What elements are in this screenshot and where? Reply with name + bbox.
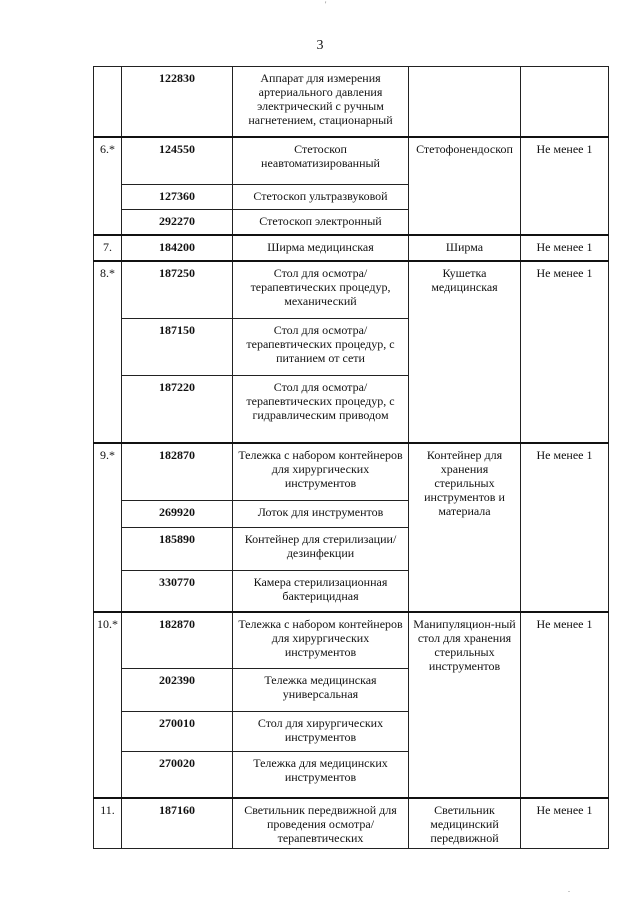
table-row xyxy=(94,137,609,185)
device-name-cell: Лоток для инструментов xyxy=(233,501,409,528)
equipment-name-cell: Стетофонендоскоп xyxy=(409,137,521,235)
device-name-cell: Тележка с набором контейнеров для хирургических инструментов xyxy=(233,612,409,669)
equipment-name-cell: Светильник медицинский передвижной xyxy=(409,798,521,849)
table-row xyxy=(94,235,609,261)
type-code-cell: 330770 xyxy=(122,571,233,612)
page-number: 3 xyxy=(316,38,324,53)
quantity-requirement-cell xyxy=(521,67,609,137)
quantity-requirement-cell: Не менее 1 xyxy=(521,612,609,798)
type-code-cell: 270020 xyxy=(122,752,233,798)
device-name-cell: Стетоскоп неавтоматизированный xyxy=(233,137,409,185)
type-code-cell: 292270 xyxy=(122,210,233,235)
type-code-cell: 182870 xyxy=(122,612,233,669)
type-code-cell: 187250 xyxy=(122,261,233,319)
type-code-cell: 122830 xyxy=(122,67,233,137)
device-name-cell: Аппарат для измерения артериального давления электрический с ручным нагнетением, стационарный xyxy=(233,67,409,137)
device-name-cell: Стол для осмотра/терапевтических процедур, с питанием от сети xyxy=(233,319,409,376)
equipment-table xyxy=(93,66,609,849)
type-code-cell: 187150 xyxy=(122,319,233,376)
type-code-cell: 187220 xyxy=(122,376,233,443)
item-number-cell: 10.* xyxy=(94,612,122,798)
type-code-cell: 202390 xyxy=(122,669,233,712)
type-code-cell: 269920 xyxy=(122,501,233,528)
quantity-requirement-cell: Не менее 1 xyxy=(521,137,609,235)
table-row xyxy=(94,612,609,669)
table-row xyxy=(94,798,609,849)
quantity-requirement-cell: Не менее 1 xyxy=(521,798,609,849)
table-row xyxy=(94,261,609,319)
device-name-cell: Стол для осмотра/терапевтических процедур, с гидравлическим приводом xyxy=(233,376,409,443)
device-name-cell: Тележка для медицинских инструментов xyxy=(233,752,409,798)
table-row xyxy=(94,443,609,501)
type-code-cell: 185890 xyxy=(122,528,233,571)
item-number-cell: 7. xyxy=(94,235,122,261)
equipment-name-cell: Кушетка медицинская xyxy=(409,261,521,443)
device-name-cell: Стол для осмотра/терапевтических процедур, механический xyxy=(233,261,409,319)
item-number-cell: 9.* xyxy=(94,443,122,612)
device-name-cell: Стол для хирургических инструментов xyxy=(233,712,409,752)
table-row xyxy=(94,67,609,137)
scan-mark: ' xyxy=(325,0,327,9)
equipment-name-cell xyxy=(409,67,521,137)
quantity-requirement-cell: Не менее 1 xyxy=(521,443,609,612)
device-name-cell: Стетоскоп электронный xyxy=(233,210,409,235)
type-code-cell: 124550 xyxy=(122,137,233,185)
item-number-cell: 8.* xyxy=(94,261,122,443)
type-code-cell: 187160 xyxy=(122,798,233,849)
device-name-cell: Контейнер для стерилизации/дезинфекции xyxy=(233,528,409,571)
item-number-cell: 6.* xyxy=(94,137,122,235)
type-code-cell: 184200 xyxy=(122,235,233,261)
device-name-cell: Ширма медицинская xyxy=(233,235,409,261)
table-body xyxy=(94,67,609,849)
item-number-cell xyxy=(94,67,122,137)
equipment-name-cell: Ширма xyxy=(409,235,521,261)
device-name-cell: Тележка медицинская универсальная xyxy=(233,669,409,712)
quantity-requirement-cell: Не менее 1 xyxy=(521,261,609,443)
type-code-cell: 127360 xyxy=(122,185,233,210)
equipment-name-cell: Контейнер для хранения стерильных инструментов и материала xyxy=(409,443,521,612)
scan-speck: . xyxy=(568,885,570,894)
type-code-cell: 182870 xyxy=(122,443,233,501)
item-number-cell: 11. xyxy=(94,798,122,849)
device-name-cell: Камера стерилизационная бактерицидная xyxy=(233,571,409,612)
device-name-cell: Тележка с набором контейнеров для хирургических инструментов xyxy=(233,443,409,501)
device-name-cell: Стетоскоп ультразвуковой xyxy=(233,185,409,210)
equipment-name-cell: Манипуляцион-ный стол для хранения стерильных инструментов xyxy=(409,612,521,798)
quantity-requirement-cell: Не менее 1 xyxy=(521,235,609,261)
type-code-cell: 270010 xyxy=(122,712,233,752)
device-name-cell: Светильник передвижной для проведения осмотра/терапевтических xyxy=(233,798,409,849)
